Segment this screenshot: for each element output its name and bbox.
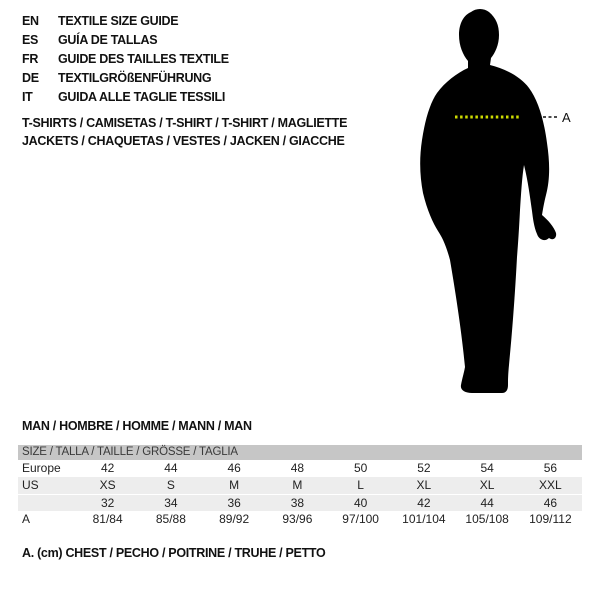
size-cell: 81/84 <box>92 512 123 526</box>
size-cell: XS <box>99 478 116 492</box>
size-cell: M <box>229 478 240 492</box>
table-row-europe <box>18 460 582 477</box>
size-cell: M <box>292 478 303 492</box>
row-label: Europe <box>22 461 61 475</box>
size-cell: 46 <box>227 461 241 475</box>
language-code: ES <box>22 32 39 47</box>
size-cell: L <box>357 478 364 492</box>
size-cell: 44 <box>480 496 494 510</box>
table-row-a-chest <box>18 511 582 528</box>
table-row-us <box>18 477 582 494</box>
language-row-es <box>22 30 229 49</box>
size-cell: 42 <box>417 496 431 510</box>
language-row-de <box>22 68 229 87</box>
size-cell: 44 <box>164 461 178 475</box>
size-cell: S <box>166 478 175 492</box>
size-cell: XL <box>416 478 432 492</box>
size-cell: 89/92 <box>219 512 250 526</box>
size-cell: XL <box>479 478 495 492</box>
size-cell: 101/104 <box>402 512 446 526</box>
language-row-it <box>22 87 229 106</box>
size-cell: XXL <box>539 478 562 492</box>
row-label: US <box>22 478 39 492</box>
size-cell: 56 <box>543 461 558 475</box>
language-row-fr <box>22 49 229 68</box>
language-code: DE <box>22 70 39 85</box>
size-cell: 46 <box>543 496 558 510</box>
row-label: A <box>22 512 31 526</box>
size-cell: 97/100 <box>342 512 379 526</box>
language-row-en <box>22 11 229 30</box>
size-cell: 42 <box>100 461 115 475</box>
language-code: IT <box>22 89 33 104</box>
man-silhouette-shape <box>420 9 556 393</box>
measure-label-a: A <box>562 110 571 125</box>
size-cell: 36 <box>227 496 241 510</box>
size-cell: 54 <box>480 461 494 475</box>
size-cell: 109/112 <box>529 512 572 526</box>
language-label: TEXTILE SIZE GUIDE <box>58 13 179 28</box>
language-code: FR <box>22 51 39 66</box>
size-cell: 85/88 <box>155 512 186 526</box>
language-label: GUÍA DE TALLAS <box>58 32 158 47</box>
size-cell: 50 <box>353 461 368 475</box>
language-legend <box>22 11 229 106</box>
language-label: GUIDA ALLE TAGLIE TESSILI <box>58 89 226 104</box>
category-list <box>22 114 347 150</box>
language-label: TEXTILGRÖßENFÜHRUNG <box>58 70 212 85</box>
measure-footnote: A. (cm) CHEST / PECHO / POITRINE / TRUHE / PETTO <box>22 546 326 560</box>
man-silhouette-svg <box>410 5 580 405</box>
size-cell: 32 <box>100 496 115 510</box>
table-row-us-numeric <box>18 494 582 511</box>
language-code: EN <box>22 13 39 28</box>
man-silhouette-figure <box>410 5 580 405</box>
section-title-man: MAN / HOMBRE / HOMME / MANN / MAN <box>22 419 252 433</box>
size-cell: 40 <box>353 496 368 510</box>
language-label: GUIDE DES TAILLES TEXTILE <box>58 51 229 66</box>
size-cell: 52 <box>417 461 431 475</box>
category-tshirts: T-SHIRTS / CAMISETAS / T-SHIRT / T-SHIRT / MAGLIETTE <box>22 116 348 130</box>
size-cell: 48 <box>290 461 305 475</box>
size-table-header: SIZE / TALLA / TAILLE / GRÖSSE / TAGLIA <box>18 445 582 460</box>
size-cell: 93/96 <box>282 512 313 526</box>
size-cell: 34 <box>164 496 178 510</box>
category-jackets: JACKETS / CHAQUETAS / VESTES / JACKEN / GIACCHE <box>22 134 345 148</box>
size-table <box>18 445 582 528</box>
size-cell: 105/108 <box>465 512 509 526</box>
size-cell: 38 <box>290 496 305 510</box>
